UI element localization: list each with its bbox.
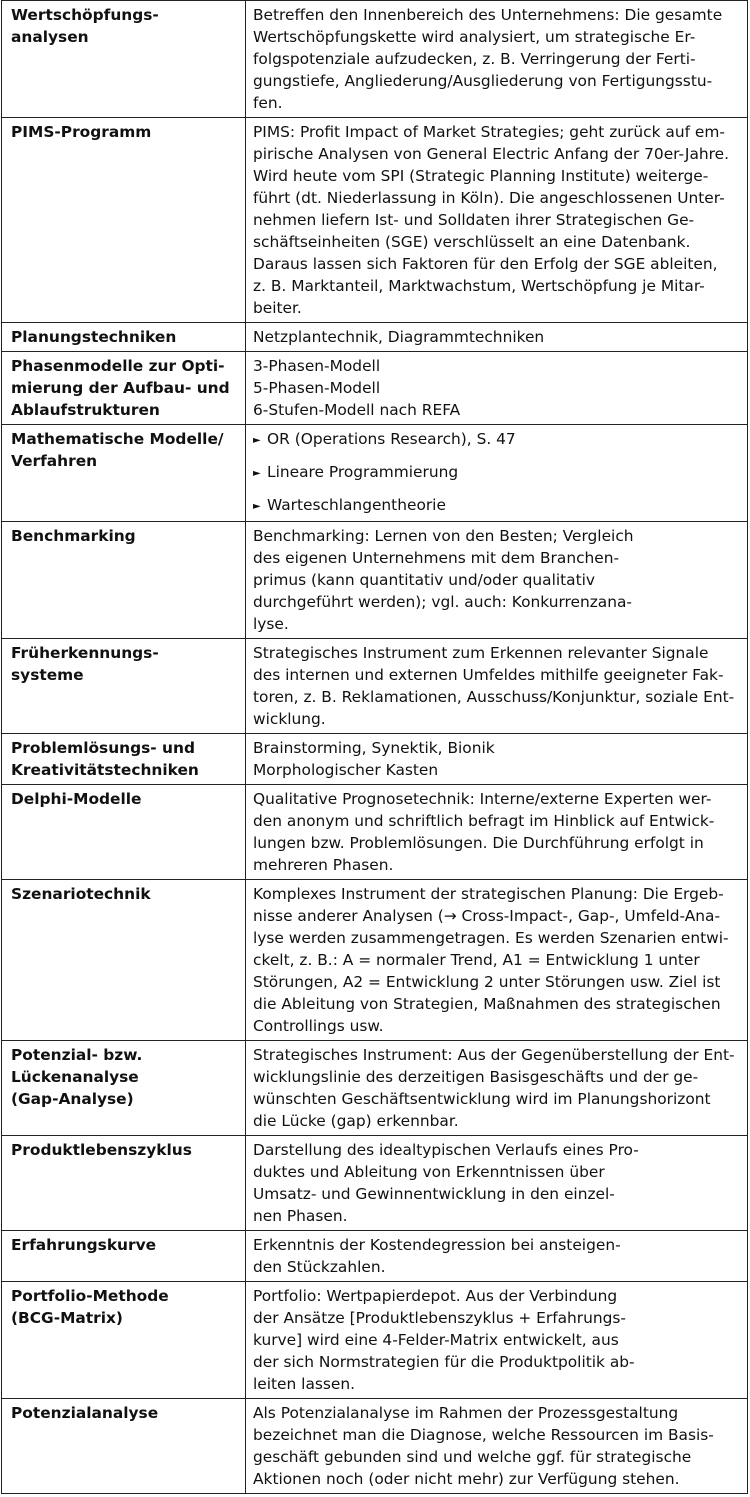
- bullet-item: [253, 461, 741, 485]
- term-cell: [2, 425, 246, 522]
- description-line: lyse werden zusammengetragen. Es werden Szenarien entwi-: [253, 929, 729, 947]
- table-row: [2, 880, 748, 1041]
- description-line: Wird heute vom SPI (Strategic Planning Institute) weiterge-: [253, 167, 709, 185]
- term-cell: [2, 880, 246, 1041]
- table-row: [2, 1399, 748, 1494]
- table-row: [2, 734, 748, 785]
- description-cell: [246, 785, 748, 880]
- term-line: Lückenanalyse: [11, 1068, 139, 1086]
- description-line: Daraus lassen sich Faktoren für den Erfolg der SGE ableiten,: [253, 255, 718, 273]
- term-line: Phasenmodelle zur Opti-: [11, 357, 225, 375]
- description-line: Netzplantechnik, Diagrammtechniken: [253, 328, 545, 346]
- description-line: Controllings usw.: [253, 1017, 384, 1035]
- description-line: 5-Phasen-Modell: [253, 379, 381, 397]
- term-line: Potenzialanalyse: [11, 1404, 159, 1422]
- description-line: wicklungslinie des derzeitigen Basisgeschäfts und der ge-: [253, 1068, 699, 1086]
- description-line: die Ableitung von Strategien, Maßnahmen des strategischen: [253, 995, 721, 1013]
- term-cell: [2, 352, 246, 425]
- description-line: Aktionen noch (oder nicht mehr) zur Verfügung stehen.: [253, 1470, 680, 1488]
- description-line: der sich Normstrategien für die Produktpolitik ab-: [253, 1353, 635, 1371]
- description-line: beiter.: [253, 299, 302, 317]
- description-line: Umsatz- und Gewinnentwicklung in den einzel-: [253, 1185, 615, 1203]
- table-row: [2, 639, 748, 734]
- description-cell: [246, 880, 748, 1041]
- description-cell: [246, 639, 748, 734]
- description-line: primus (kann quantitativ und/oder qualitativ: [253, 571, 596, 589]
- table-row: [2, 1282, 748, 1399]
- term-line: Delphi-Modelle: [11, 790, 142, 808]
- term-cell: [2, 1, 246, 118]
- term-line: (BCG-Matrix): [11, 1309, 123, 1327]
- table-row: [2, 425, 748, 522]
- description-line: lyse.: [253, 615, 289, 633]
- bullet-text: Lineare Programmierung: [267, 463, 459, 481]
- description-line: Betreffen den Innenbereich des Unternehmens: Die gesamte: [253, 6, 723, 24]
- table-row: [2, 1136, 748, 1231]
- term-line: Problemlösungs- und: [11, 739, 195, 757]
- term-line: systeme: [11, 666, 84, 684]
- term-line: Szenariotechnik: [11, 885, 151, 903]
- description-line: Strategisches Instrument zum Erkennen relevanter Signale: [253, 644, 709, 662]
- description-line: 3-Phasen-Modell: [253, 357, 381, 375]
- term-line: Erfahrungskurve: [11, 1236, 157, 1254]
- term-line: Ablaufstrukturen: [11, 401, 160, 419]
- triangle-bullet-icon: ►: [253, 501, 261, 512]
- description-line: wünschten Geschäftsentwicklung wird im Planungshorizont: [253, 1090, 711, 1108]
- description-line: gungstiefe, Angliederung/Ausgliederung von Fertigungsstu-: [253, 72, 713, 90]
- term-cell: [2, 118, 246, 323]
- table-row: [2, 352, 748, 425]
- description-line: Morphologischer Kasten: [253, 761, 439, 779]
- description-line: den anonym und schriftlich befragt im Hinblick auf Entwick-: [253, 812, 715, 830]
- description-line: Benchmarking: Lernen von den Besten; Vergleich: [253, 527, 634, 545]
- table-row: [2, 785, 748, 880]
- term-cell: [2, 785, 246, 880]
- description-line: kurve] wird eine 4-Felder-Matrix entwickelt, aus: [253, 1331, 619, 1349]
- description-line: nisse anderer Analysen (→ Cross-Impact-, Gap-, Umfeld-Ana-: [253, 907, 721, 925]
- triangle-bullet-icon: ►: [253, 468, 261, 479]
- term-line: Produktlebenszyklus: [11, 1141, 192, 1159]
- term-line: analysen: [11, 28, 89, 46]
- methods-table: [1, 0, 748, 1494]
- description-line: leiten lassen.: [253, 1375, 356, 1393]
- bullet-text: Warteschlangentheorie: [267, 496, 446, 514]
- term-line: Planungstechniken: [11, 328, 177, 346]
- term-cell: [2, 1136, 246, 1231]
- term-line: Kreativitätstechniken: [11, 761, 199, 779]
- description-cell: [246, 1399, 748, 1494]
- description-line: 6-Stufen-Modell nach REFA: [253, 401, 461, 419]
- description-line: die Lücke (gap) erkennbar.: [253, 1112, 459, 1130]
- term-cell: [2, 1282, 246, 1399]
- term-line: (Gap-Analyse): [11, 1090, 134, 1108]
- term-cell: [2, 522, 246, 639]
- description-line: Wertschöpfungskette wird analysiert, um strategische Er-: [253, 28, 696, 46]
- description-line: Brainstorming, Synektik, Bionik: [253, 739, 495, 757]
- term-line: Mathematische Modelle/: [11, 430, 224, 448]
- description-line: Erkenntnis der Kostendegression bei ansteigen-: [253, 1236, 621, 1254]
- description-line: mehreren Phasen.: [253, 856, 394, 874]
- description-cell: [246, 425, 748, 522]
- description-line: PIMS: Profit Impact of Market Strategies; geht zurück auf em-: [253, 123, 725, 141]
- bullet-item: [253, 428, 741, 452]
- description-line: Als Potenzialanalyse im Rahmen der Prozessgestaltung: [253, 1404, 679, 1422]
- description-line: des eigenen Unternehmens mit dem Branchen-: [253, 549, 620, 567]
- description-line: Portfolio: Wertpapierdepot. Aus der Verbindung: [253, 1287, 618, 1305]
- description-line: wicklung.: [253, 710, 326, 728]
- description-line: lungen bzw. Problemlösungen. Die Durchführung erfolgt in: [253, 834, 704, 852]
- term-cell: [2, 1231, 246, 1282]
- description-line: z. B. Marktanteil, Marktwachstum, Wertschöpfung je Mitar-: [253, 277, 705, 295]
- description-cell: [246, 352, 748, 425]
- description-cell: [246, 1, 748, 118]
- description-cell: [246, 522, 748, 639]
- term-line: Verfahren: [11, 452, 98, 470]
- description-cell: [246, 118, 748, 323]
- description-cell: [246, 323, 748, 352]
- term-cell: [2, 734, 246, 785]
- description-line: folgspotenziale aufzudecken, z. B. Verringerung der Ferti-: [253, 50, 696, 68]
- description-line: schäftseinheiten (SGE) verschlüsselt an eine Datenbank.: [253, 233, 691, 251]
- description-line: Strategisches Instrument: Aus der Gegenüberstellung der Ent-: [253, 1046, 735, 1064]
- term-line: PIMS-Programm: [11, 123, 152, 141]
- term-cell: [2, 1041, 246, 1136]
- description-line: bezeichnet man die Diagnose, welche Ressourcen im Basis-: [253, 1426, 714, 1444]
- table-row: [2, 1, 748, 118]
- term-cell: [2, 323, 246, 352]
- table-row: [2, 522, 748, 639]
- description-line: ckelt, z. B.: A = normaler Trend, A1 = Entwicklung 1 unter: [253, 951, 700, 969]
- triangle-bullet-icon: ►: [253, 435, 261, 446]
- description-line: toren, z. B. Reklamationen, Ausschuss/Konjunktur, soziale Ent-: [253, 688, 735, 706]
- term-line: Portfolio-Methode: [11, 1287, 169, 1305]
- table-body: [2, 1, 748, 1494]
- bullet-gap: [253, 485, 741, 494]
- description-line: duktes und Ableitung von Erkenntnissen über: [253, 1163, 605, 1181]
- description-cell: [246, 1041, 748, 1136]
- bullet-gap: [253, 452, 741, 461]
- description-cell: [246, 1136, 748, 1231]
- description-line: fen.: [253, 94, 283, 112]
- description-cell: [246, 734, 748, 785]
- description-line: des internen und externen Umfeldes mithilfe geeigneter Fak-: [253, 666, 724, 684]
- description-cell: [246, 1231, 748, 1282]
- term-line: Potenzial- bzw.: [11, 1046, 143, 1064]
- term-line: mierung der Aufbau- und: [11, 379, 230, 397]
- description-line: nehmen liefern Ist- und Solldaten ihrer Strategischen Ge-: [253, 211, 695, 229]
- description-line: geschäft gebunden sind und welche ggf. für strategische: [253, 1448, 692, 1466]
- description-line: der Ansätze [Produktlebenszyklus + Erfahrungs-: [253, 1309, 626, 1327]
- description-line: durchgeführt werden); vgl. auch: Konkurrenzana-: [253, 593, 632, 611]
- description-line: Darstellung des idealtypischen Verlaufs eines Pro-: [253, 1141, 639, 1159]
- description-line: Komplexes Instrument der strategischen Planung: Die Ergeb-: [253, 885, 724, 903]
- table-row: [2, 1231, 748, 1282]
- description-line: führt (dt. Niederlassung in Köln). Die angeschlossenen Unter-: [253, 189, 725, 207]
- term-line: Wertschöpfungs-: [11, 6, 159, 24]
- description-line: Qualitative Prognosetechnik: Interne/externe Experten wer-: [253, 790, 712, 808]
- term-line: Früherkennungs-: [11, 644, 159, 662]
- table-row: [2, 118, 748, 323]
- term-cell: [2, 1399, 246, 1494]
- description-line: Störungen, A2 = Entwicklung 2 unter Störungen usw. Ziel ist: [253, 973, 721, 991]
- description-line: nen Phasen.: [253, 1207, 348, 1225]
- table-row: [2, 1041, 748, 1136]
- description-line: den Stückzahlen.: [253, 1258, 386, 1276]
- term-cell: [2, 639, 246, 734]
- description-line: pirische Analysen von General Electric Anfang der 70er-Jahre.: [253, 145, 730, 163]
- bullet-text: OR (Operations Research), S. 47: [267, 430, 516, 448]
- term-line: Benchmarking: [11, 527, 136, 545]
- table-row: [2, 323, 748, 352]
- bullet-item: [253, 494, 741, 518]
- description-cell: [246, 1282, 748, 1399]
